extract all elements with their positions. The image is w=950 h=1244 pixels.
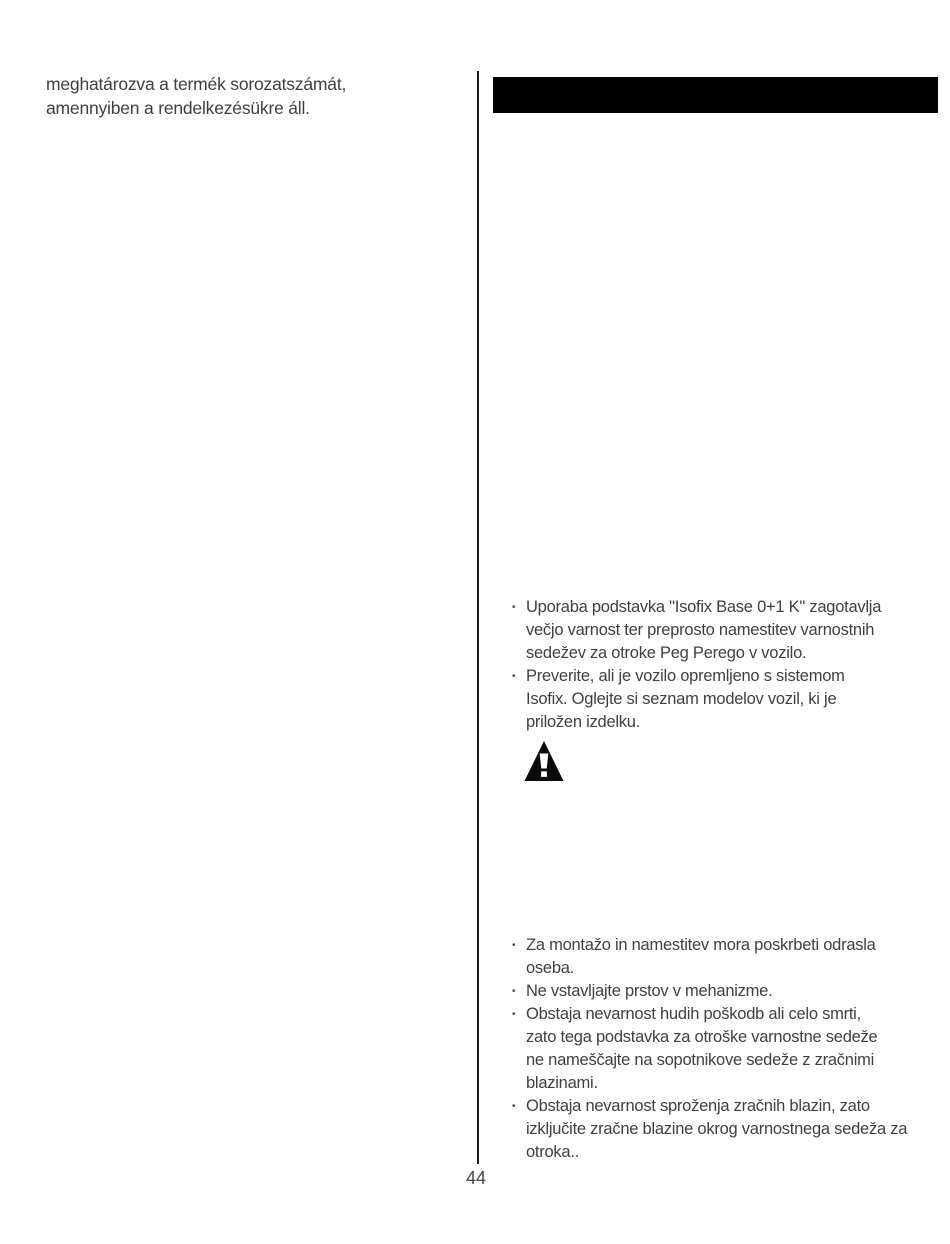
list-item-line: • Ne vstavljajte prstov v mehanizme. — [526, 982, 773, 1000]
safety-warning-list — [510, 934, 940, 1164]
list-item — [510, 980, 940, 1003]
column-divider-rule — [477, 71, 479, 1164]
isofix-info-list — [510, 596, 940, 734]
list-item-line: blazinami. — [526, 1074, 598, 1092]
list-item-line: • Preverite, ali je vozilo opremljeno s sistemom — [526, 667, 845, 685]
list-item — [510, 596, 940, 665]
list-item — [510, 934, 940, 980]
list-item-line: oseba. — [526, 959, 575, 977]
list-item-line: • Uporaba podstavka "Isofix Base 0+1 K" zagotavlja — [526, 598, 882, 616]
list-item-line: priložen izdelku. — [526, 713, 641, 731]
list-item-line: • Obstaja nevarnost hudih poškodb ali celo smrti, — [526, 1005, 861, 1023]
list-item-line: • Obstaja nevarnost sproženja zračnih blazin, zato — [526, 1097, 870, 1115]
list-item-line: ne nameščajte na sopotnikove sedeže z zračnimi — [526, 1051, 875, 1069]
list-item-line: izključite zračne blazine okrog varnostnega sedeža za — [526, 1120, 908, 1138]
list-item — [510, 1003, 940, 1095]
section-header-bar — [493, 77, 938, 113]
warning-triangle-icon — [524, 740, 564, 782]
list-item-line: otroka.. — [526, 1143, 580, 1161]
paragraph-line: meghatározva a termék sorozatszámát, — [46, 74, 347, 94]
list-item-line: večjo varnost ter preprosto namestitev varnostnih — [526, 621, 875, 639]
list-item — [510, 1095, 940, 1164]
paragraph-line: amennyiben a rendelkezésükre áll. — [46, 98, 310, 118]
list-item — [510, 665, 940, 734]
list-item-line: • Za montažo in namestitev mora poskrbeti odrasla — [526, 936, 876, 954]
page-number: 44 — [465, 1168, 487, 1188]
list-item-line: Isofix. Oglejte si seznam modelov vozil, ki je — [526, 690, 837, 708]
list-item-line: sedežev za otroke Peg Perego v vozilo. — [526, 644, 807, 662]
left-column-paragraph — [46, 72, 346, 120]
list-item-line: zato tega podstavka za otroške varnostne sedeže — [526, 1028, 878, 1046]
